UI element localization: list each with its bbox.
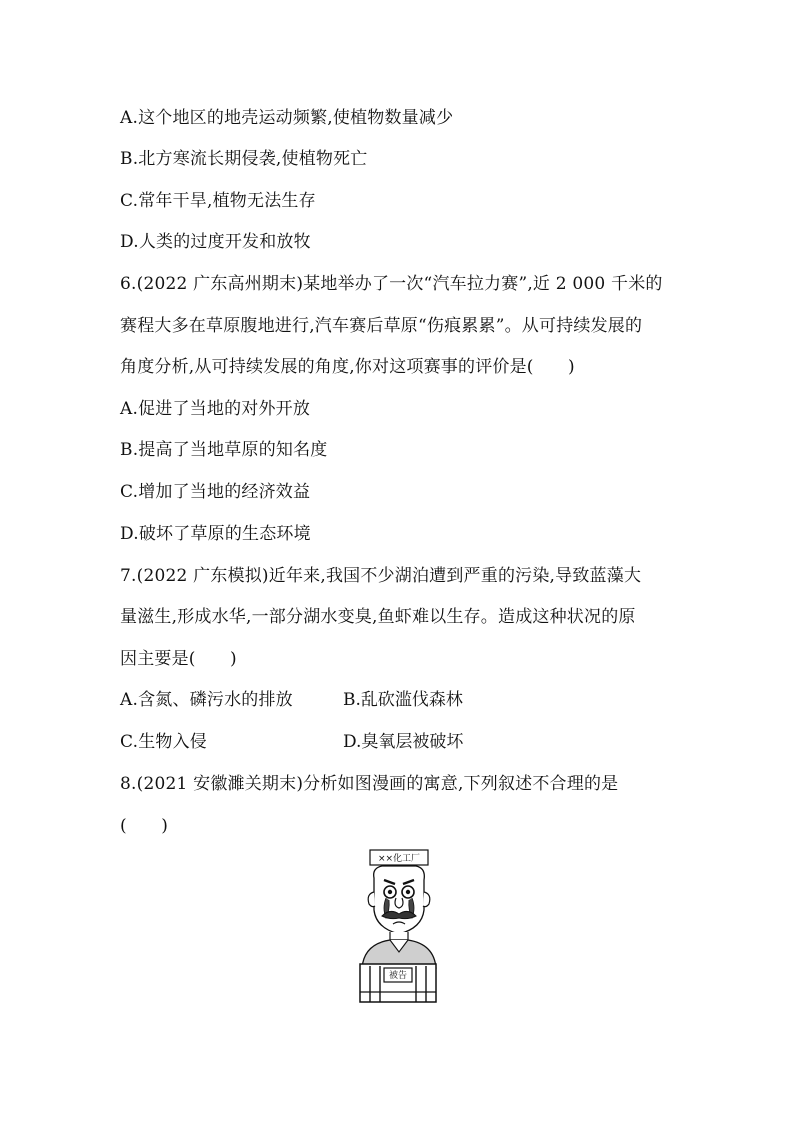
q6-option-b: B.提高了当地草原的知名度 bbox=[120, 440, 328, 460]
q6-stem-line-3: 角度分析,从可持续发展的角度,你对这项赛事的评价是( ) bbox=[120, 357, 575, 377]
q6-option-d: D.破坏了草原的生态环境 bbox=[120, 524, 311, 544]
q6-stem-line-1: 6.(2022 广东高州期末)某地举办了一次“汽车拉力赛”,近 2 000 千米的 bbox=[120, 274, 663, 294]
cartoon-illustration bbox=[356, 848, 440, 1006]
q8-stem-line-2: ( ) bbox=[120, 816, 169, 836]
q7-option-a: A.含氮、磷污水的排放 bbox=[120, 690, 293, 710]
right-ear bbox=[423, 892, 430, 907]
right-pupil bbox=[406, 890, 410, 894]
q8-stem-line-1: 8.(2021 安徽濉关期末)分析如图漫画的寓意,下列叙述不合理的是 bbox=[120, 774, 619, 794]
q7-stem-line-2: 量滋生,形成水华,一部分湖水变臭,鱼虾难以生存。造成这种状况的原 bbox=[120, 607, 636, 627]
q7-option-b: B.乱砍滥伐森林 bbox=[343, 690, 463, 710]
q7-option-d: D.臭氧层被破坏 bbox=[343, 732, 464, 752]
q5-option-c: C.常年干旱,植物无法生存 bbox=[120, 191, 316, 211]
q7-stem-line-1: 7.(2022 广东模拟)近年来,我国不少湖泊遭到严重的污染,导致蓝藻大 bbox=[120, 566, 642, 586]
nose bbox=[395, 898, 403, 908]
q7-stem-line-3: 因主要是( ) bbox=[120, 649, 237, 669]
left-ear bbox=[368, 892, 375, 907]
q6-option-a: A.促进了当地的对外开放 bbox=[120, 399, 311, 419]
q7-option-c: C.生物入侵 bbox=[120, 732, 208, 752]
hat-sign-text: ××化工厂 bbox=[377, 854, 421, 864]
q6-option-c: C.增加了当地的经济效益 bbox=[120, 482, 311, 502]
neck bbox=[390, 932, 408, 940]
left-pupil bbox=[388, 890, 392, 894]
dock-sign-text: 被告 bbox=[388, 971, 408, 981]
q6-stem-line-2: 赛程大多在草原腹地进行,汽车赛后草原“伤痕累累”。从可持续发展的 bbox=[120, 316, 643, 336]
q5-option-d: D.人类的过度开发和放牧 bbox=[120, 232, 311, 252]
q5-option-b: B.北方寒流长期侵袭,使植物死亡 bbox=[120, 149, 368, 169]
q5-option-a: A.这个地区的地壳运动频繁,使植物数量减少 bbox=[120, 108, 454, 128]
